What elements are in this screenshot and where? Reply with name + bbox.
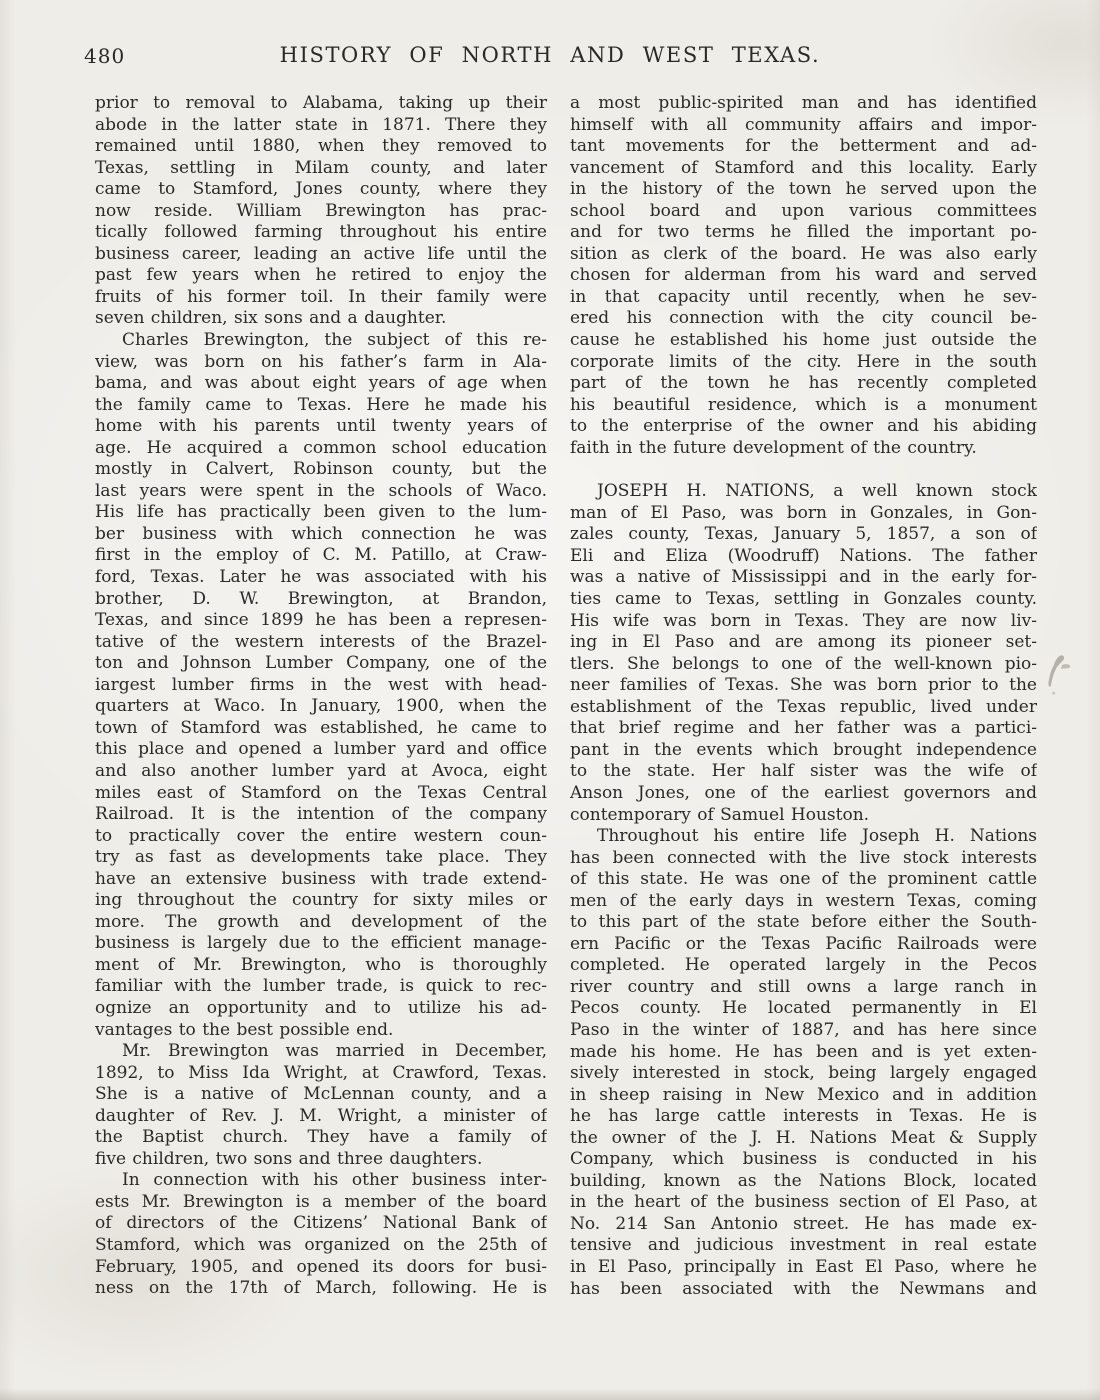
text-line: mostly in Calvert, Robinson county, but the — [95, 459, 547, 480]
text-line: ern Pacific or the Texas Pacific Railroads were — [570, 933, 1037, 954]
text-line: prior to removal to Alabama, taking up their — [95, 93, 547, 113]
paragraph — [95, 93, 547, 330]
text-line: ognize an opportunity and to utilize his ad- — [95, 997, 547, 1018]
text-block — [95, 93, 1037, 1300]
text-line: now reside. William Brewington has prac- — [95, 200, 547, 221]
text-line: part of the town he has recently completed — [570, 373, 1037, 394]
text-line: and also another lumber yard at Avoca, eight — [95, 760, 547, 781]
text-line: try as fast as developments take place. They — [95, 847, 547, 868]
text-line: corporate limits of the city. Here in the south — [570, 351, 1037, 372]
paragraph — [570, 481, 1037, 826]
paragraph — [570, 93, 1037, 459]
text-line: quarters at Waco. In January, 1900, when the — [95, 696, 547, 717]
ink-smudge-mark — [1040, 645, 1076, 703]
text-line: brother, D. W. Brewington, at Brandon, — [95, 588, 547, 609]
text-line: first in the employ of C. M. Patillo, at Craw- — [95, 545, 547, 566]
text-line: five children, two sons and three daughters. — [95, 1148, 483, 1169]
text-line: ment of Mr. Brewington, who is thoroughly — [95, 954, 547, 975]
paragraph — [570, 826, 1037, 1300]
page-number: 480 — [84, 44, 126, 68]
text-line: he has large cattle interests in Texas. He is — [570, 1106, 1037, 1127]
text-line: abode in the latter state in 1871. There they — [95, 114, 547, 135]
text-line: a most public-spirited man and has identified — [570, 93, 1037, 113]
text-line: cause he established his home just outside the — [570, 330, 1037, 351]
text-line: remained until 1880, when they removed to — [95, 136, 547, 157]
text-line: vancement of Stamford and this locality. Early — [570, 157, 1037, 178]
text-line: vantages to the best possible end. — [95, 1019, 394, 1040]
text-line: business career, leading an active life until the — [95, 243, 547, 264]
text-line: In connection with his other business inter- — [122, 1170, 547, 1191]
text-line: sition as clerk of the board. He was also early — [570, 243, 1037, 264]
text-line: has been connected with the live stock interests — [570, 847, 1037, 868]
text-line: Railroad. It is the intention of the company — [95, 804, 547, 825]
text-line: Throughout his entire life Joseph H. Nations — [597, 826, 1037, 847]
text-line: this place and opened a lumber yard and office — [95, 739, 547, 760]
running-header-title: HISTORY OF NORTH AND WEST TEXAS. — [279, 43, 821, 67]
text-line: himself with all community affairs and impor- — [570, 114, 1037, 135]
text-line: ests Mr. Brewington is a member of the board — [95, 1191, 547, 1212]
text-line: completed. He operated largely in the Pecos — [570, 955, 1037, 976]
text-line: last years were spent in the schools of Waco. — [95, 480, 547, 501]
text-line: tically followed farming throughout his entire — [95, 222, 547, 243]
text-line: familiar with the lumber trade, is quick to rec- — [95, 976, 547, 997]
text-line: His life has practically been given to the lum- — [95, 502, 547, 523]
text-line: Eli and Eliza (Woodruff) Nations. The father — [570, 545, 1037, 566]
text-line: sively interested in stock, being largely engaged — [570, 1063, 1037, 1084]
text-line: miles east of Stamford on the Texas Central — [95, 782, 547, 803]
text-line: Pecos county. He located permanently in El — [570, 998, 1037, 1019]
text-line: made his home. He has been and is yet exten- — [570, 1041, 1037, 1062]
text-line: chosen for alderman from his ward and served — [570, 265, 1037, 286]
text-line: in that capacity until recently, when he sev- — [570, 286, 1037, 307]
paragraph — [95, 330, 547, 1041]
text-line: the family came to Texas. Here he made his — [95, 394, 547, 415]
text-line: men of the early days in western Texas, coming — [570, 890, 1037, 911]
text-line: the Baptist church. They have a family of — [95, 1127, 547, 1148]
text-line: town of Stamford was established, he came to — [95, 717, 547, 738]
text-line: zales county, Texas, January 5, 1857, a son of — [570, 524, 1037, 545]
text-line: ties came to Texas, settling in Gonzales county. — [570, 589, 1037, 610]
text-line: to the enterprise of the owner and his abiding — [570, 416, 1037, 437]
text-line: daughter of Rev. J. M. Wright, a minister of — [95, 1105, 547, 1126]
text-line: have an extensive business with trade extend- — [95, 868, 547, 889]
text-line: She is a native of McLennan county, and a — [95, 1084, 547, 1105]
text-line: ness on the 17th of March, following. He is — [95, 1278, 547, 1299]
text-line: in sheep raising in New Mexico and in addition — [570, 1084, 1037, 1105]
text-line: the owner of the J. H. Nations Meat & Supply — [570, 1127, 1037, 1148]
text-column-left — [95, 93, 547, 1300]
text-line: view, was born on his father’s farm in Ala- — [95, 351, 547, 372]
text-line: Texas, and since 1899 he has been a represen- — [95, 610, 547, 631]
text-line: Stamford, which was organized on the 25th of — [95, 1234, 547, 1255]
text-line: to the state. Her half sister was the wife of — [570, 761, 1037, 782]
text-line: of directors of the Citizens’ National Bank of — [95, 1213, 547, 1234]
text-line: No. 214 San Antonio street. He has made ex- — [570, 1213, 1037, 1234]
text-line: age. He acquired a common school education — [95, 437, 547, 458]
text-line: building, known as the Nations Block, located — [570, 1170, 1037, 1191]
text-line: was a native of Mississippi and in the early for- — [570, 567, 1037, 588]
text-line: faith in the future development of the country. — [570, 437, 977, 458]
text-line: to practically cover the entire western coun- — [95, 825, 547, 846]
text-line: ford, Texas. Later he was associated with his — [95, 567, 547, 588]
text-line: business is largely due to the efficient manage- — [95, 933, 547, 954]
text-line: Paso in the winter of 1887, and has here since — [570, 1019, 1037, 1040]
text-line: ered his connection with the city council be- — [570, 308, 1037, 329]
text-line: seven children, six sons and a daughter. — [95, 308, 447, 329]
text-line: iargest lumber firms in the west with head- — [95, 674, 547, 695]
paragraph — [95, 1170, 547, 1299]
text-line: came to Stamford, Jones county, where they — [95, 179, 547, 200]
text-line: His wife was born in Texas. They are now liv- — [570, 610, 1037, 631]
text-line: past few years when he retired to enjoy the — [95, 265, 547, 286]
text-line: to this part of the state before either the South- — [570, 912, 1037, 933]
text-line: ing in El Paso and are among its pioneer set- — [570, 632, 1037, 653]
text-line: contemporary of Samuel Houston. — [570, 804, 870, 825]
text-line: Texas, settling in Milam county, and later — [95, 157, 547, 178]
text-line: Anson Jones, one of the earliest governors and — [570, 782, 1037, 803]
text-line: man of El Paso, was born in Gonzales, in Gon- — [570, 502, 1037, 523]
text-line: bama, and was about eight years of age when — [95, 373, 547, 394]
text-line: home with his parents until twenty years of — [95, 416, 547, 437]
text-column-right — [570, 93, 1037, 1300]
text-line: river country and still owns a large ranch in — [570, 976, 1037, 997]
text-line: ton and Johnson Lumber Company, one of the — [95, 653, 547, 674]
text-line: establishment of the Texas republic, lived under — [570, 696, 1037, 717]
text-line: and for two terms he filled the important po- — [570, 222, 1037, 243]
text-line: February, 1905, and opened its doors for busi- — [95, 1256, 547, 1277]
text-line: tlers. She belongs to one of the well-known pio- — [570, 653, 1037, 674]
text-line: tative of the western interests of the Brazel- — [95, 631, 547, 652]
text-line: that brief regime and her father was a partici- — [570, 718, 1037, 739]
text-line: more. The growth and development of the — [95, 911, 547, 932]
text-line: tant movements for the betterment and ad- — [570, 136, 1037, 157]
text-line: neer families of Texas. She was born prior to the — [570, 675, 1037, 696]
text-line: pant in the events which brought independence — [570, 739, 1037, 760]
text-line: Mr. Brewington was married in December, — [122, 1041, 547, 1062]
text-line: tensive and judicious investment in real estate — [570, 1235, 1037, 1256]
text-line: of this state. He was one of the prominent cattle — [570, 869, 1037, 890]
text-line: his beautiful residence, which is a monument — [570, 394, 1037, 415]
text-line: in the history of the town he served upon the — [570, 179, 1037, 200]
text-line: ing throughout the country for sixty miles or — [95, 890, 547, 911]
text-line: school board and upon various committees — [570, 200, 1037, 221]
text-line: in the heart of the business section of El Paso, at — [570, 1192, 1037, 1213]
text-line: ber business with which connection he was — [95, 523, 547, 544]
text-line: Charles Brewington, the subject of this re- — [122, 330, 547, 351]
text-line: in El Paso, principally in East El Paso, where he — [570, 1256, 1037, 1277]
text-line: Company, which business is conducted in his — [570, 1149, 1037, 1170]
text-line: fruits of his former toil. In their family were — [95, 286, 547, 307]
text-line: 1892, to Miss Ida Wright, at Crawford, Texas. — [95, 1062, 547, 1083]
text-line: JOSEPH H. NATIONS, a well known stock — [597, 481, 1037, 502]
text-line: has been associated with the Newmans and — [570, 1278, 1037, 1299]
paragraph — [95, 1041, 547, 1170]
